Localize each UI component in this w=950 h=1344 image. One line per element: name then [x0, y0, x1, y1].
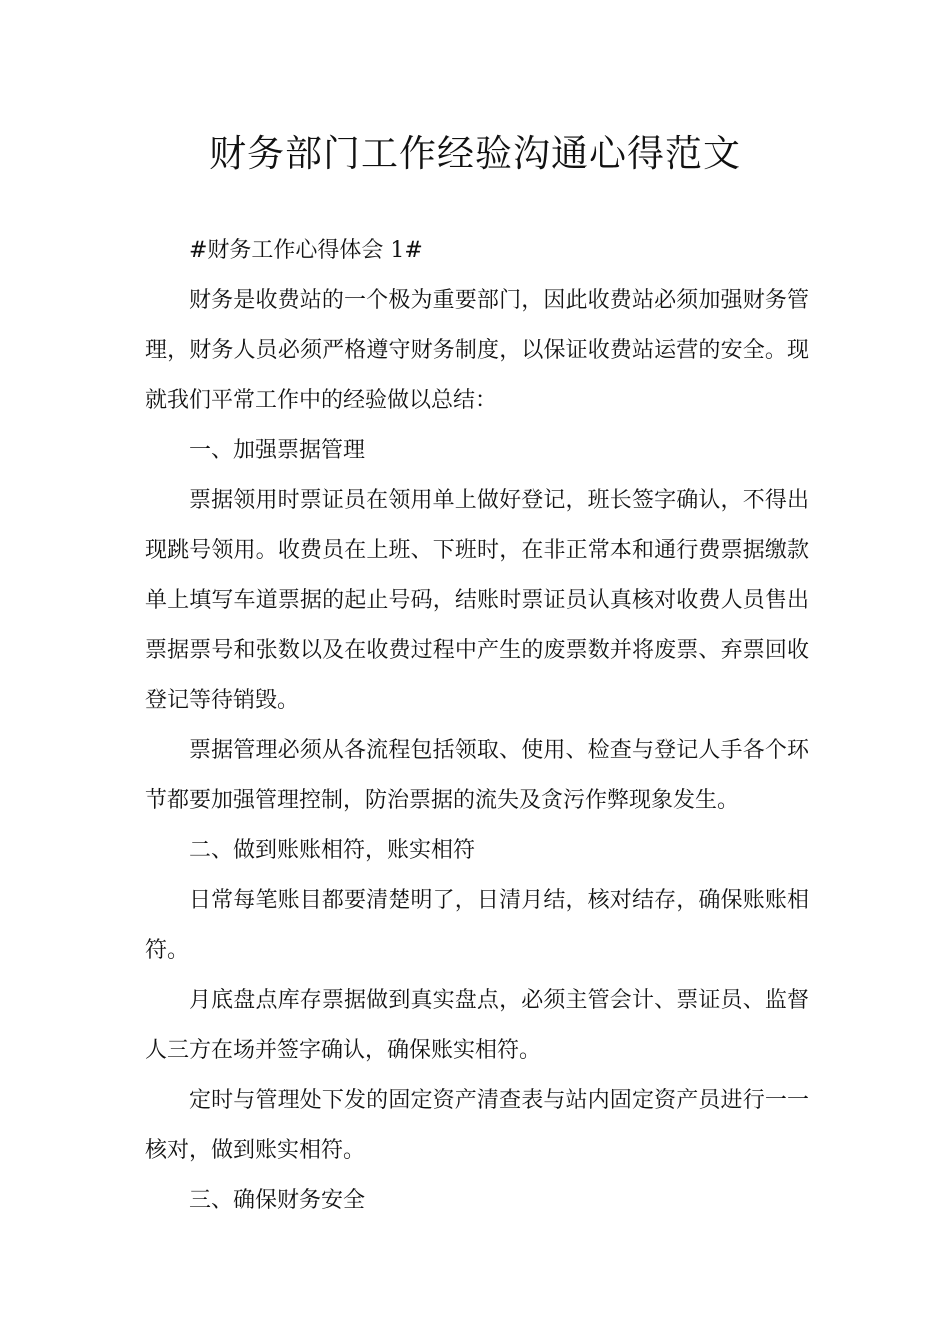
paragraph-intro: 财务是收费站的一个极为重要部门，因此收费站必须加强财务管理，财务人员必须严格遵守财务制度，以保证收费站运营的安全。现就我们平常工作中的经验做以总结： — [145, 288, 809, 413]
paragraph-monthly-inventory: 月底盘点库存票据做到真实盘点，必须主管会计、票证员、监督人三方在场并签字确认，确保账实相符。 — [145, 988, 809, 1063]
heading-account-matching: 二、做到账账相符，账实相符 — [189, 838, 476, 863]
heading-ticket-management: 一、加强票据管理 — [189, 438, 366, 463]
paragraph-fixed-assets: 定时与管理处下发的固定资产清查表与站内固定资产员进行一一核对，做到账实相符。 — [145, 1088, 809, 1163]
document-body — [145, 226, 809, 1226]
heading-financial-security: 三、确保财务安全 — [189, 1188, 366, 1213]
document-title: 财务部门工作经验沟通心得范文 — [209, 132, 741, 175]
paragraph-ticket-control: 票据管理必须从各流程包括领取、使用、检查与登记人手各个环节都要加强管理控制，防治票据的流失及贪污作弊现象发生。 — [145, 738, 809, 813]
paragraph-ticket-usage: 票据领用时票证员在领用单上做好登记，班长签字确认，不得出现跳号领用。收费员在上班、下班时，在非正常本和通行费票据缴款单上填写车道票据的起止号码，结账时票证员认真核对收费人员售出票据票号和张数以及在收费过程中产生的废票数并将废票、弃票回收登记等待销毁。 — [145, 488, 809, 713]
section-tag: #财务工作心得体会 1# — [189, 238, 423, 263]
paragraph-daily-accounts: 日常每笔账目都要清楚明了，日清月结，核对结存，确保账账相符。 — [145, 888, 809, 963]
